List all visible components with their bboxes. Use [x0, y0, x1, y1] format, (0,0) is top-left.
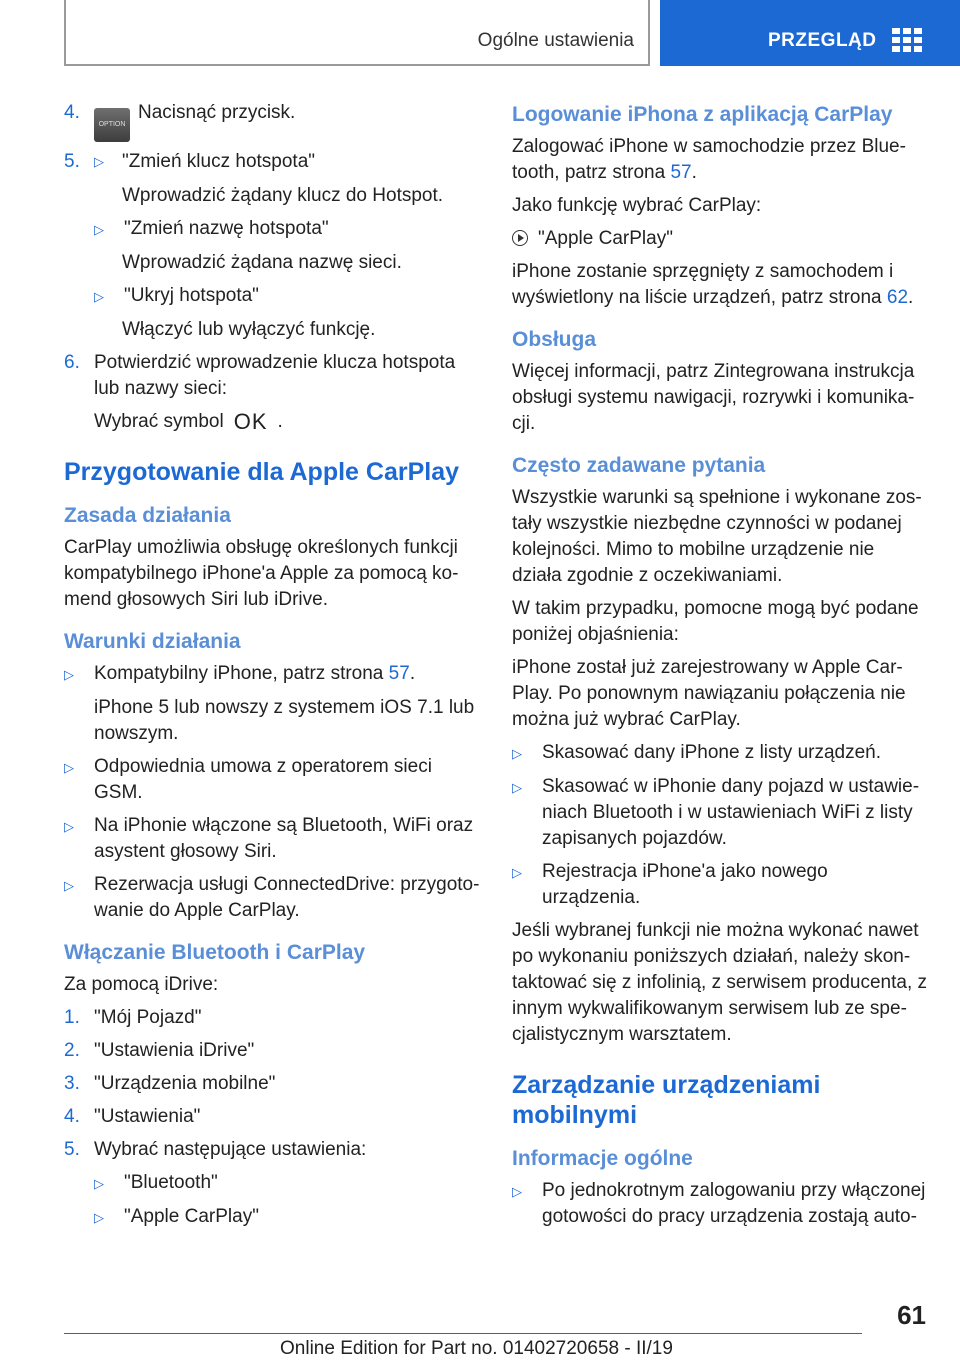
login-result — [512, 259, 928, 311]
faq-bullet-text: Skasować dany iPhone z listy urządzeń. — [542, 742, 882, 763]
login-text-body: Zalogować iPhone w samochodzie przez Bluetooth, patrz strona — [512, 136, 906, 183]
condition-text: Na iPhonie włączone są Bluetooth, WiFi oraz asystent głosowy Siri. — [94, 815, 474, 862]
bullet-triangle-icon: ▷ — [512, 780, 522, 795]
heading-conditions: Warunki działania — [64, 630, 241, 653]
login-text — [512, 134, 928, 186]
general-bullet-text: Po jednokrotnym zalogowaniu przy włączonej gotowości do pracy urządzenia zostają auto- — [542, 1180, 926, 1227]
header-section-box — [64, 0, 650, 66]
faq-paragraph-4: Jeśli wybranej funkcji nie można wykonać nawet po wykonaniu poniższych działań, należy skontaktować się z infolinią, z serwisem producenta, z innym wykwalifikowanym serwisem lub ze specjalistycznym warsztatem. — [512, 920, 928, 1045]
symbol-instruction — [64, 409, 480, 435]
option-label: "Zmień klucz hotspota" — [122, 151, 316, 172]
heading-enable-bluetooth: Włączanie Bluetooth i CarPlay — [64, 941, 366, 964]
punctuation: . — [908, 287, 914, 308]
punctuation: . — [277, 411, 283, 432]
heading-general-info: Informacje ogólne — [512, 1147, 693, 1170]
option-description: Wprowadzić żądana nazwę sieci. — [122, 252, 402, 273]
heading-principle: Zasada działania — [64, 504, 231, 527]
bullet-triangle-icon: ▷ — [94, 222, 104, 237]
option-label: "Ukryj hotspota" — [124, 285, 259, 306]
option-button-icon: OPTION — [94, 108, 130, 142]
condition-4 — [64, 872, 480, 924]
bullet-triangle-icon: ▷ — [64, 760, 74, 775]
option-description: Włączyć lub wyłączyć funkcję. — [122, 319, 376, 340]
bullet-triangle-icon: ▷ — [512, 1184, 522, 1199]
punctuation: . — [409, 663, 416, 684]
login-result-text: iPhone zostanie sprzęgnięty z samochodem i wyświetlony na liście urządzeń, patrz strona — [512, 261, 894, 308]
enable-step-3 — [64, 1071, 480, 1097]
principle-text: CarPlay umożliwia obsługę określonych funkcji kompatybilnego iPhone'a Apple za pomocą komend głosowych Siri lub iDrive. — [64, 537, 459, 610]
ok-symbol-icon: OK — [233, 409, 268, 434]
right-column — [512, 100, 928, 1237]
enable-sub-carplay — [64, 1204, 480, 1231]
faq-bullet-text: Skasować w iPhonie dany pojazd w ustawieniach Bluetooth i w ustawieniach WiFi z listy zapisanych pojazdów. — [542, 776, 920, 849]
option-label: "Zmień nazwę hotspota" — [124, 218, 329, 239]
step-4 — [64, 100, 480, 142]
condition-2 — [64, 754, 480, 806]
step-number: 5. — [64, 1139, 80, 1160]
step-5 — [64, 149, 480, 176]
enable-intro: Za pomocą iDrive: — [64, 974, 219, 995]
left-column — [64, 100, 480, 1238]
operation-text: Więcej informacji, patrz Zintegrowana instrukcja obsługi systemu nawigacji, rozrywki i komunikacji. — [512, 361, 915, 434]
step-5-option-2 — [64, 216, 480, 243]
footer-edition: Online Edition for Part no. 01402720658 - II/19 — [280, 1338, 673, 1359]
enable-step-2 — [64, 1038, 480, 1064]
condition-1-extra: iPhone 5 lub nowszy z systemem iOS 7.1 lub nowszym. — [94, 697, 475, 744]
step-text: "Ustawienia iDrive" — [94, 1040, 255, 1061]
step-text: "Urządzenia mobilne" — [94, 1073, 276, 1094]
step-6 — [64, 350, 480, 402]
step-text: Nacisnąć przycisk. — [138, 102, 296, 123]
faq-bullet-text: Rejestracja iPhone'a jako nowego urządzenia. — [542, 861, 828, 908]
play-circle-icon — [512, 230, 528, 246]
enable-step-5 — [64, 1137, 480, 1163]
bullet-triangle-icon: ▷ — [512, 746, 522, 761]
footer-divider — [64, 1333, 862, 1334]
login-option — [512, 226, 928, 252]
bullet-triangle-icon: ▷ — [94, 289, 104, 304]
condition-text: Kompatybilny iPhone, patrz strona — [94, 663, 384, 684]
heading-faq: Często zadawane pytania — [512, 454, 766, 477]
step-number: 4. — [64, 1106, 80, 1127]
symbol-instruction-text: Wybrać symbol — [94, 411, 224, 432]
bullet-triangle-icon: ▷ — [64, 819, 74, 834]
step-number: 1. — [64, 1007, 80, 1028]
option-label: "Apple CarPlay" — [538, 228, 673, 249]
step-number: 3. — [64, 1073, 80, 1094]
step-text: Potwierdzić wprowadzenie klucza hotspota lub nazwy sieci: — [94, 352, 456, 399]
step-text: "Ustawienia" — [94, 1106, 201, 1127]
bullet-triangle-icon: ▷ — [94, 154, 104, 169]
faq-bullet-1 — [512, 740, 928, 767]
enable-step-4 — [64, 1104, 480, 1130]
heading-login-iphone: Logowanie iPhona z aplikacją CarPlay — [512, 103, 893, 126]
condition-text: Rezerwacja usługi ConnectedDrive: przygotowanie do Apple CarPlay. — [94, 874, 480, 921]
step-number: 6. — [64, 352, 80, 373]
faq-bullet-2 — [512, 774, 928, 852]
heading-operation: Obsługa — [512, 328, 597, 351]
step-number: 2. — [64, 1040, 80, 1061]
page-link-57[interactable]: 57 — [388, 663, 410, 684]
page-link-57[interactable]: 57 — [670, 162, 692, 183]
heading-carplay-prep: Przygotowanie dla Apple CarPlay — [64, 458, 460, 486]
condition-text: Odpowiednia umowa z operatorem sieci GSM. — [94, 756, 432, 803]
option-label: "Apple CarPlay" — [124, 1206, 259, 1227]
step-number: 5. — [64, 151, 80, 172]
bullet-triangle-icon: ▷ — [94, 1176, 104, 1191]
login-choose: Jako funkcję wybrać CarPlay: — [512, 195, 762, 216]
heading-mobile-devices: Zarządzanie urządzeniami mobilnymi — [512, 1071, 821, 1129]
condition-1 — [64, 661, 480, 688]
faq-paragraph-3: iPhone został już zarejestrowany w Apple CarPlay. Po ponownym nawiązaniu połączenia nie można już wybrać CarPlay. — [512, 657, 906, 730]
bullet-triangle-icon: ▷ — [64, 878, 74, 893]
page-link-62[interactable]: 62 — [886, 287, 909, 308]
bullet-triangle-icon: ▷ — [94, 1210, 104, 1225]
option-description: Wprowadzić żądany klucz do Hotspot. — [122, 185, 444, 206]
option-label: "Bluetooth" — [124, 1172, 218, 1193]
punctuation: . — [691, 162, 697, 183]
header-section-title: Ogólne ustawienia — [477, 30, 634, 51]
page-number: 61 — [897, 1300, 926, 1330]
faq-bullet-3 — [512, 859, 928, 911]
enable-step-1 — [64, 1005, 480, 1031]
step-text: "Mój Pojazd" — [94, 1007, 202, 1028]
step-5-option-3 — [64, 283, 480, 310]
bullet-triangle-icon: ▷ — [64, 667, 74, 682]
grid-menu-icon — [892, 28, 922, 52]
overview-nav-button[interactable] — [660, 0, 960, 66]
overview-nav-label: PRZEGLĄD — [768, 30, 877, 51]
enable-sub-bluetooth — [64, 1170, 480, 1197]
step-text: Wybrać następujące ustawienia: — [94, 1139, 367, 1160]
step-number: 4. — [64, 102, 80, 123]
faq-paragraph-1: Wszystkie warunki są spełnione i wykonane zostały wszystkie niezbędne czynności w podanej kolejności. Mimo to mobilne urządzenie nie działa zgodnie z oczekiwaniami. — [512, 487, 922, 586]
bullet-triangle-icon: ▷ — [512, 865, 522, 880]
faq-paragraph-2: W takim przypadku, pomocne mogą być podane poniżej objaśnienia: — [512, 598, 919, 645]
condition-3 — [64, 813, 480, 865]
general-bullet-1 — [512, 1178, 928, 1230]
